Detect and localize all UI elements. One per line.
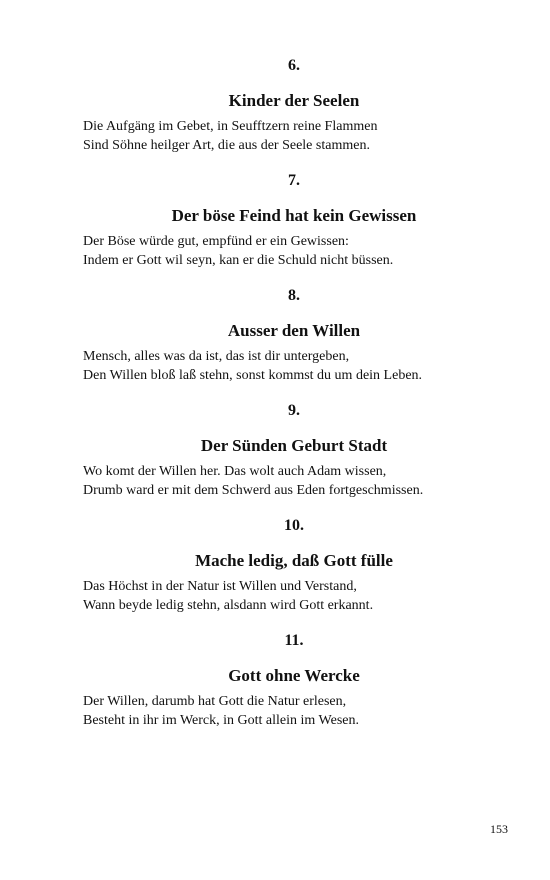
verse-line: Sind Söhne heilger Art, die aus der Seele stammen.	[83, 138, 370, 153]
verse-line: Der Willen, darumb hat Gott die Natur erlesen,	[83, 694, 347, 709]
poem-title: Kinder der Seelen	[228, 91, 360, 110]
poem-title: Ausser den Willen	[227, 321, 361, 340]
verse-line: Die Aufgäng im Gebet, in Seufftzern reine Flammen	[83, 119, 378, 134]
poem-title: Der Sünden Geburt Stadt	[200, 436, 388, 455]
poem-number: 7.	[288, 172, 300, 189]
poem-9	[83, 401, 495, 500]
verse-line: Drumb ward er mit dem Schwerd aus Eden fortgeschmissen.	[83, 483, 424, 498]
poem-10	[83, 516, 495, 615]
verse-line: Den Willen bloß laß stehn, sonst kommst du um dein Leben.	[83, 368, 423, 383]
poem-title: Der böse Feind hat kein Gewissen	[171, 206, 417, 225]
verse-line: Wann beyde ledig stehn, alsdann wird Gott erkannt.	[83, 598, 374, 613]
poem-number: 10.	[284, 517, 304, 534]
poem-6	[83, 56, 495, 155]
poem-title: Gott ohne Wercke	[228, 666, 360, 685]
poem-number: 11.	[284, 632, 304, 649]
verse-line: Der Böse würde gut, empfünd er ein Gewissen:	[83, 234, 349, 249]
poem-number: 6.	[288, 57, 300, 74]
poem-8	[83, 286, 495, 385]
verse-line: Das Höchst in der Natur ist Willen und Verstand,	[83, 579, 357, 594]
poem-number: 8.	[288, 287, 300, 304]
page-number: 153	[490, 822, 508, 836]
poem-11	[83, 631, 495, 730]
verse-line: Wo komt der Willen her. Das wolt auch Adam wissen,	[83, 464, 387, 479]
poem-list	[83, 56, 495, 746]
poem-7	[83, 171, 495, 270]
verse-line: Indem er Gott wil seyn, kan er die Schuld nicht büssen.	[83, 253, 394, 268]
poem-title: Mache ledig, daß Gott fülle	[195, 551, 393, 570]
verse-line: Besteht in ihr im Werck, in Gott allein im Wesen.	[83, 713, 360, 728]
poem-number: 9.	[288, 402, 300, 419]
verse-line: Mensch, alles was da ist, das ist dir untergeben,	[83, 349, 350, 364]
